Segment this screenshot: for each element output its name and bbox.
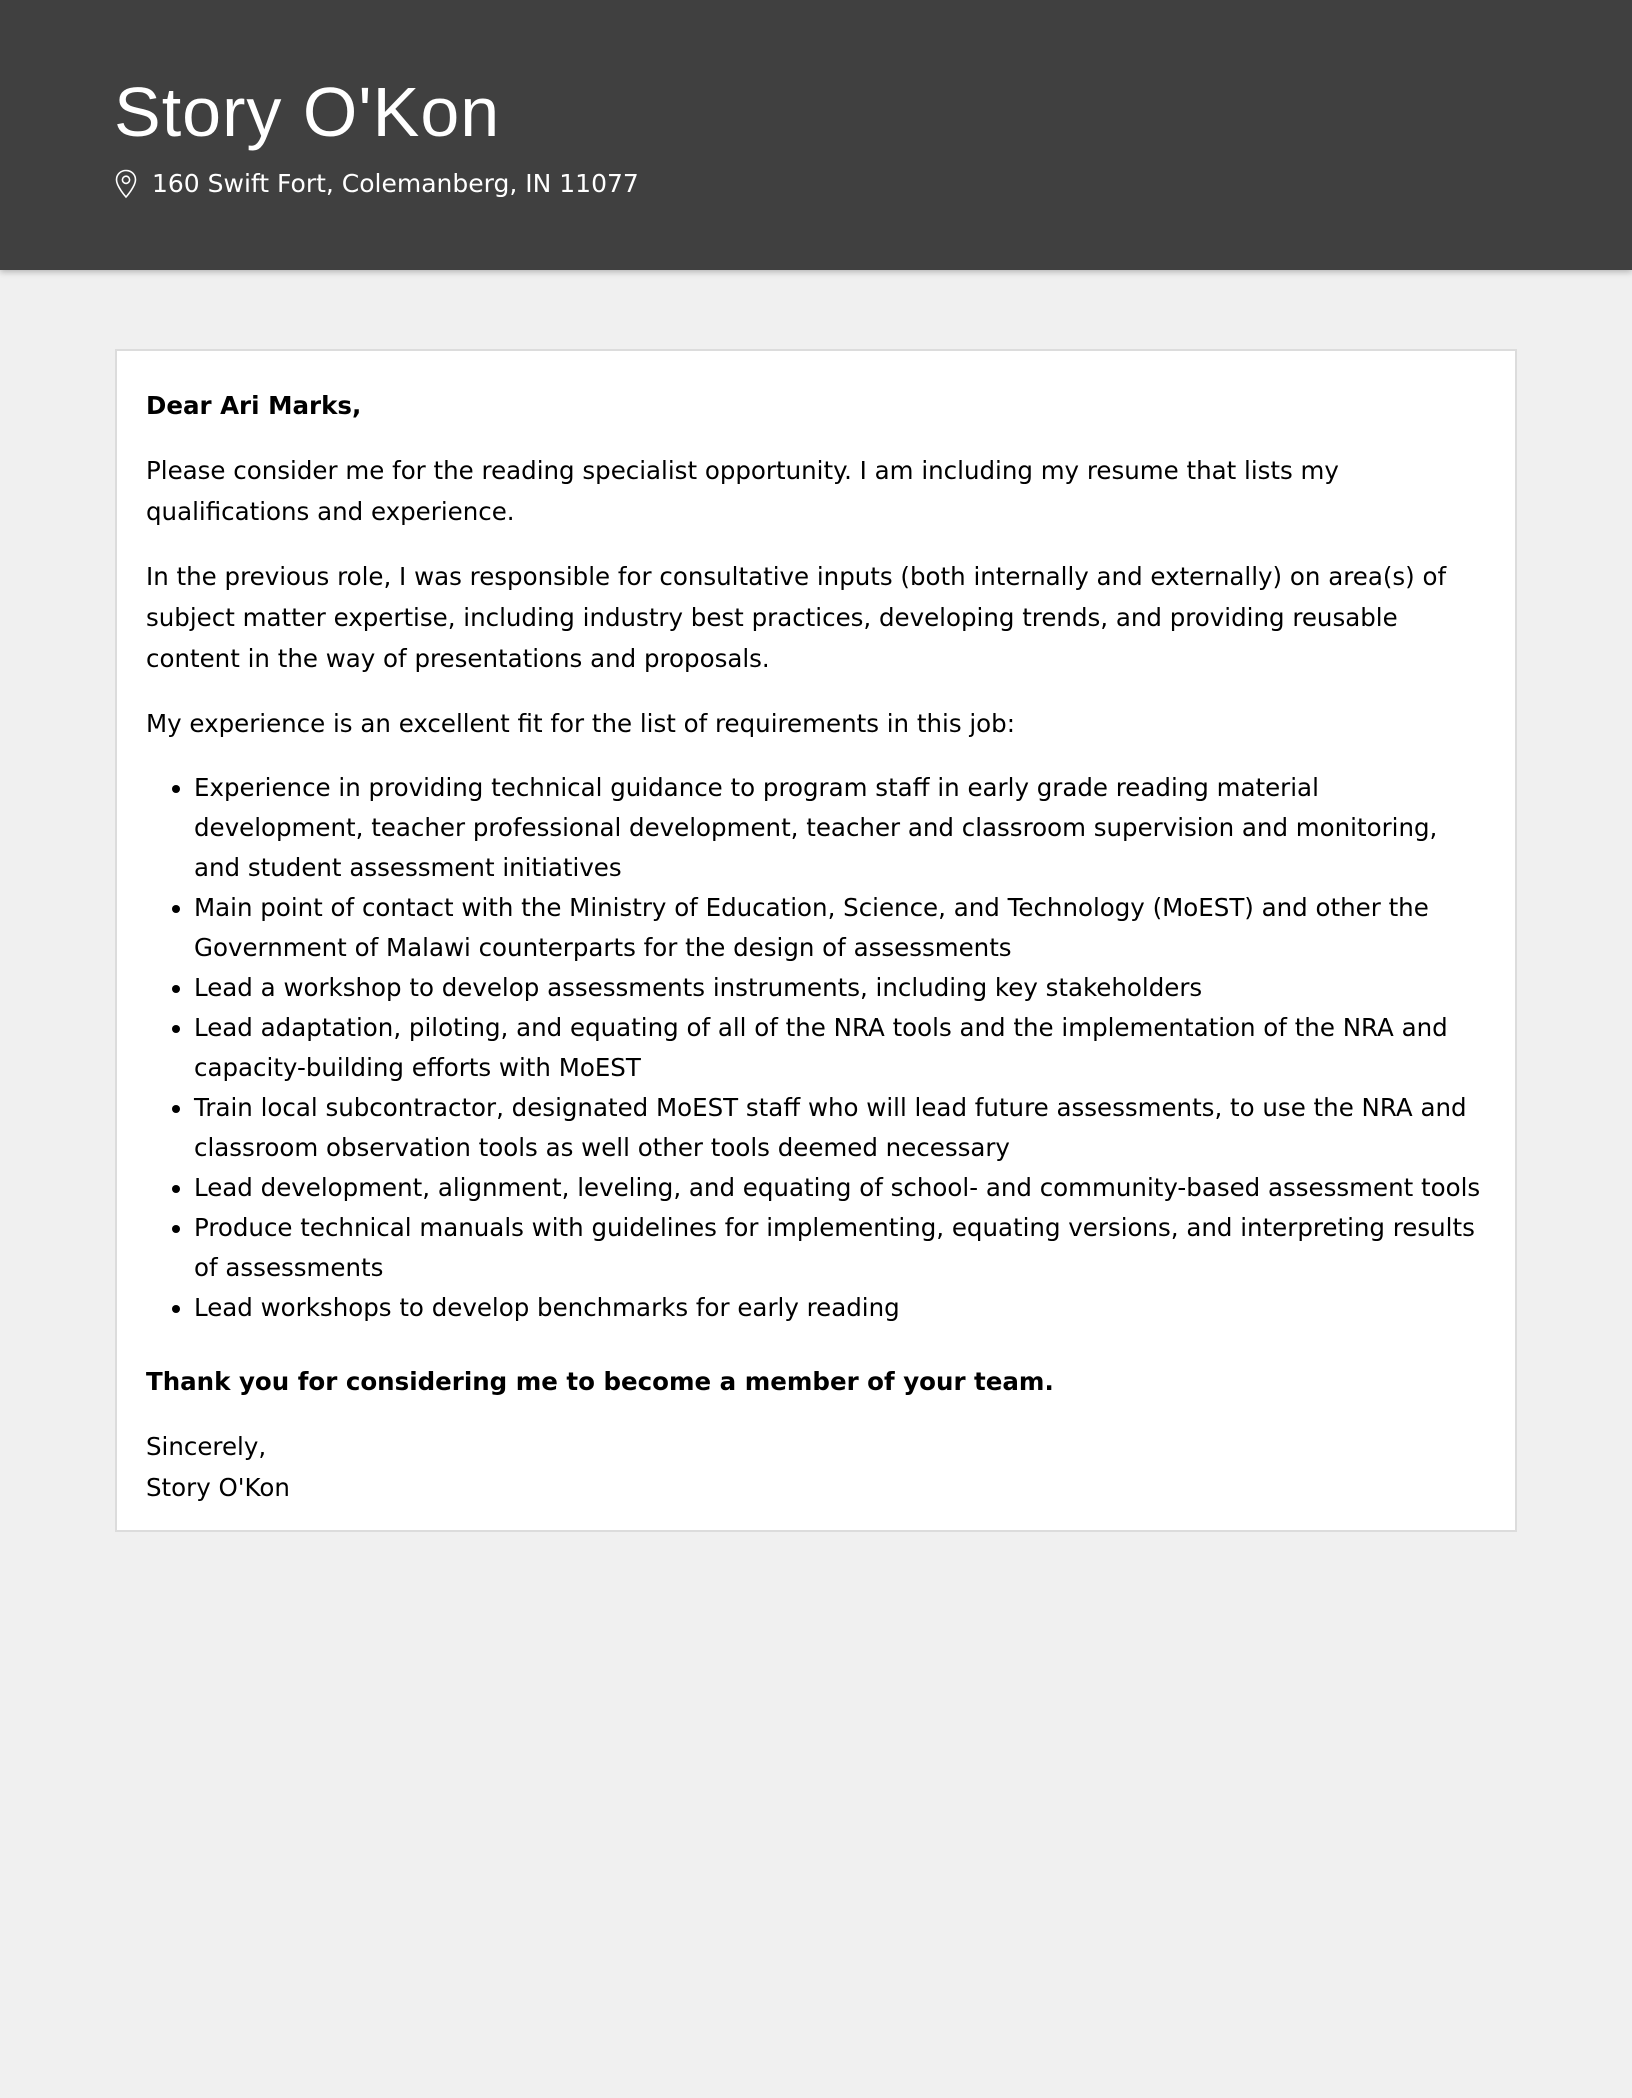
list-item: • Train local subcontractor, designated MoEST staff who will lead future assessments, to use the NRA and classroom observation tools as well other tools deemed necessary <box>194 1088 1487 1168</box>
list-item: • Main point of contact with the Ministry of Education, Science, and Technology (MoEST) and other the Government of Malawi counterparts for the design of assessments <box>194 888 1487 968</box>
intro-paragraph: Please consider me for the reading specialist opportunity. I am including my resume that lists my qualifications and experience. <box>146 456 1339 526</box>
address-line <box>114 166 639 202</box>
signature: Story O'Kon <box>146 1473 290 1502</box>
applicant-name: Story O'Kon <box>114 73 501 151</box>
list-item: • Experience in providing technical guidance to program staff in early grade reading material development, teacher professional development, teacher and classroom supervision and monitoring, and student assessment initiatives <box>194 768 1487 888</box>
address-text: 160 Swift Fort, Colemanberg, IN 11077 <box>152 169 639 198</box>
salutation: Dear Ari Marks, <box>146 391 362 420</box>
list-item: • Lead workshops to develop benchmarks for early reading <box>194 1288 1487 1328</box>
list-item: • Lead adaptation, piloting, and equating of all of the NRA tools and the implementation of the NRA and capacity-building efforts with MoEST <box>194 1008 1487 1088</box>
closing-line: Thank you for considering me to become a member of your team. <box>146 1367 1054 1396</box>
list-item: • Lead development, alignment, leveling, and equating of school- and community-based assessment tools <box>194 1168 1487 1208</box>
experience-paragraph: In the previous role, I was responsible for consultative inputs (both internally and externally) on area(s) of subject matter expertise, including industry best practices, developing trends, and providing reusable content in the way of presentations and proposals. <box>146 562 1447 673</box>
list-item: • Lead a workshop to develop assessments instruments, including key stakeholders <box>194 968 1487 1008</box>
signoff: Sincerely, <box>146 1432 267 1461</box>
requirements-list <box>146 768 1487 1328</box>
signoff-block <box>146 1426 1487 1508</box>
cover-letter-card <box>115 349 1517 1532</box>
map-pin-icon <box>114 169 138 199</box>
header-banner <box>0 0 1632 270</box>
list-item: • Produce technical manuals with guidelines for implementing, equating versions, and interpreting results of assessments <box>194 1208 1487 1288</box>
requirements-intro: My experience is an excellent fit for the list of requirements in this job: <box>146 709 1015 738</box>
